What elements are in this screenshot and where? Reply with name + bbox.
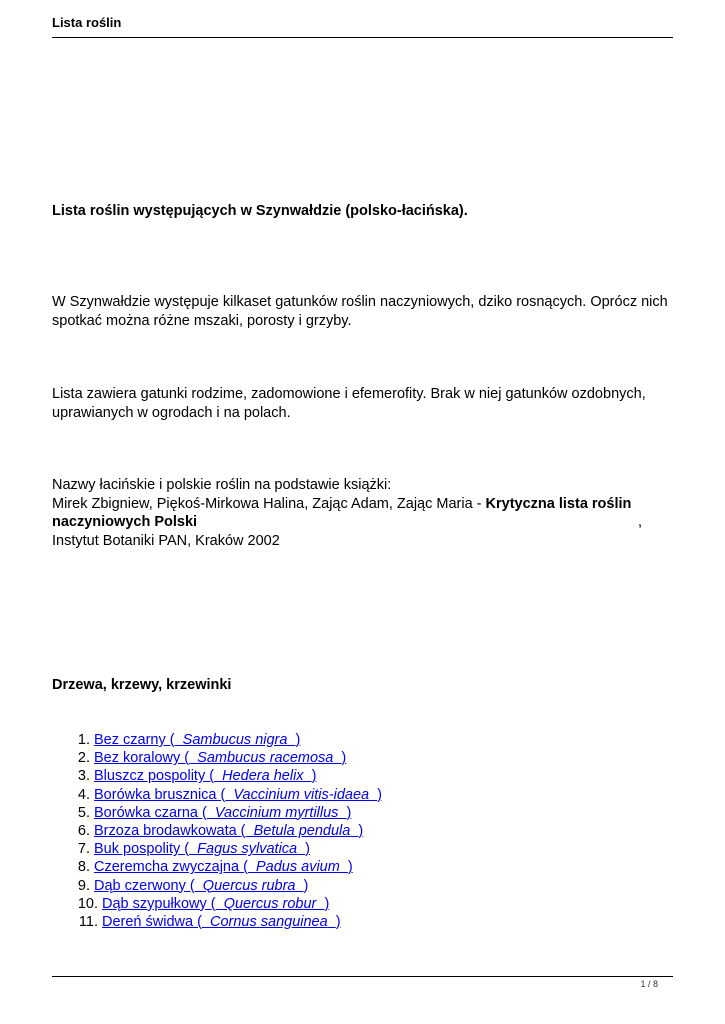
footer-divider <box>52 976 673 977</box>
list-item-number: 2. <box>77 750 90 767</box>
plant-close-paren[interactable]: ) <box>346 804 352 821</box>
plant-latin-name[interactable]: Sambucus racemosa <box>197 750 334 767</box>
plant-close-paren[interactable]: ) <box>377 786 382 803</box>
plant-polish-name[interactable]: Borówka czarna ( <box>94 804 207 821</box>
plant-polish-name[interactable]: Dąb czerwony ( <box>94 877 195 894</box>
plant-close-paren[interactable]: ) <box>303 877 309 894</box>
plant-link[interactable] <box>102 914 341 930</box>
list-item-number: 5. <box>77 804 90 821</box>
intro-paragraph <box>52 293 682 330</box>
plant-latin-name[interactable]: Quercus rubra <box>202 877 296 894</box>
plant-latin-name[interactable]: Betula pendula <box>253 822 351 839</box>
plant-close-paren[interactable]: ) <box>335 913 341 930</box>
list-item <box>52 731 382 749</box>
bibliography-intro: Nazwy łacińskie i polskie roślin na podstawie książki: <box>52 477 392 493</box>
bibliography-title-line <box>52 513 642 532</box>
plant-list <box>52 731 382 931</box>
list-item <box>52 913 382 931</box>
plant-link[interactable] <box>94 878 308 894</box>
bibliography-authors: Mirek Zbigniew, Piękoś-Mirkowa Halina, Zając Adam, Zając Maria - <box>52 495 486 512</box>
scope-line-2: uprawianych w ogrodach i na polach. <box>52 404 291 421</box>
plant-link[interactable] <box>94 750 346 766</box>
bibliography-authors-line <box>52 495 682 514</box>
bibliography-separator: , <box>637 514 642 530</box>
plant-link[interactable] <box>94 787 382 803</box>
plant-close-paren[interactable]: ) <box>358 822 364 839</box>
list-item <box>52 895 382 913</box>
plant-close-paren[interactable]: ) <box>324 895 330 912</box>
plant-polish-name[interactable]: Borówka brusznica ( <box>94 786 226 803</box>
plant-link[interactable] <box>94 768 316 784</box>
list-item-number: 4. <box>77 786 90 803</box>
plant-link[interactable] <box>94 805 351 821</box>
list-item <box>52 767 382 785</box>
bibliography-publisher: Instytut Botaniki PAN, Kraków 2002 <box>52 532 280 549</box>
plant-close-paren[interactable]: ) <box>305 841 311 858</box>
scope-line-1: Lista zawiera gatunki rodzime, zadomowione i efemerofity. Brak w niej gatunków ozdobnych, <box>52 386 646 402</box>
plant-latin-name[interactable]: Cornus sanguinea <box>209 913 328 930</box>
plant-latin-name[interactable]: Fagus sylvatica <box>197 841 298 858</box>
plant-polish-name[interactable]: Czeremcha zwyczajna ( <box>94 859 248 876</box>
list-item-number: 3. <box>77 768 90 785</box>
plant-polish-name[interactable]: Dereń świdwa ( <box>102 913 202 930</box>
list-item-number: 1. <box>77 732 90 748</box>
list-item-number: 9. <box>77 877 90 894</box>
list-item-number: 6. <box>77 822 90 839</box>
header-divider <box>52 37 673 38</box>
list-item <box>52 840 382 858</box>
list-item <box>52 822 382 840</box>
plant-polish-name[interactable]: Dąb szypułkowy ( <box>102 895 216 912</box>
header-title: Lista roślin <box>52 15 122 30</box>
plant-link[interactable] <box>94 823 363 839</box>
scope-paragraph <box>52 385 682 422</box>
plant-link[interactable] <box>94 732 300 748</box>
plant-close-paren[interactable]: ) <box>295 732 301 748</box>
plant-latin-name[interactable]: Vaccinium myrtillus <box>214 804 339 821</box>
list-item <box>52 749 382 767</box>
list-item-number: 11. <box>78 913 98 930</box>
list-item-number: 8. <box>77 859 90 876</box>
page-number: 1 / 8 <box>640 979 658 989</box>
plant-polish-name[interactable]: Bluszcz pospolity ( <box>94 768 215 785</box>
list-item <box>52 786 382 804</box>
plant-close-paren[interactable]: ) <box>347 859 353 876</box>
plant-link[interactable] <box>102 896 329 912</box>
plant-latin-name[interactable]: Padus avium <box>255 859 340 876</box>
list-item <box>52 858 382 876</box>
intro-line-1: W Szynwałdzie występuje kilkaset gatunków roślin naczyniowych, dziko rosnących. Oprócz nich <box>52 294 668 310</box>
plant-close-paren[interactable]: ) <box>311 768 317 785</box>
plant-latin-name[interactable]: Quercus robur <box>223 895 317 912</box>
plant-polish-name[interactable]: Brzoza brodawkowata ( <box>94 822 246 839</box>
plant-polish-name[interactable]: Bez koralowy ( <box>94 750 190 767</box>
plant-polish-name[interactable]: Bez czarny ( <box>94 732 175 748</box>
plant-polish-name[interactable]: Buk pospolity ( <box>94 841 190 858</box>
list-item <box>52 804 382 822</box>
section-title: Drzewa, krzewy, krzewinki <box>52 677 232 693</box>
book-title-part1: Krytyczna lista roślin <box>485 495 632 512</box>
list-item-number: 10. <box>77 895 98 912</box>
plant-latin-name[interactable]: Hedera helix <box>222 768 304 785</box>
book-title-part2: naczyniowych Polski <box>52 514 198 530</box>
bibliography-paragraph <box>52 476 682 550</box>
plant-latin-name[interactable]: Sambucus nigra <box>182 732 288 748</box>
document-title: Lista roślin występujących w Szynwałdzie (polsko-łacińska). <box>52 203 468 219</box>
list-item <box>52 877 382 895</box>
plant-link[interactable] <box>94 859 353 875</box>
plant-latin-name[interactable]: Vaccinium vitis-idaea <box>233 786 370 803</box>
intro-line-2: spotkać można różne mszaki, porosty i grzyby. <box>52 312 352 329</box>
list-item-number: 7. <box>77 841 90 858</box>
plant-close-paren[interactable]: ) <box>341 750 347 767</box>
plant-link[interactable] <box>94 841 310 857</box>
